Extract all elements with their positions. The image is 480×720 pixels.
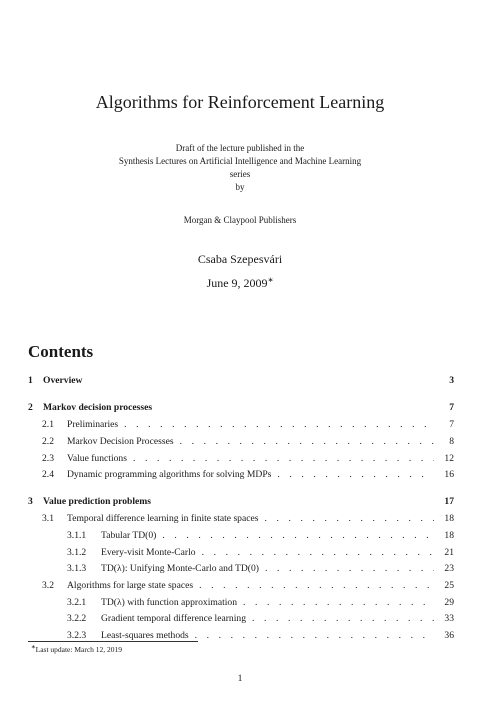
- toc-section-row[interactable]: [42, 452, 454, 465]
- toc-dot-leader: [180, 435, 434, 448]
- toc-section-row[interactable]: [42, 512, 454, 525]
- toc-entry-title: Algorithms for large state spaces: [67, 580, 194, 591]
- toc-dot-leader: [202, 546, 434, 559]
- toc-entry-title: Dynamic programming algorithms for solving MDPs: [67, 469, 272, 480]
- toc-entry-number: 3.1.2: [67, 547, 87, 558]
- footnote-mark: ∗: [31, 644, 36, 651]
- toc-section-row[interactable]: [42, 468, 454, 481]
- toc-entry-page: 16: [444, 469, 454, 480]
- toc-entry-number: 3.1.3: [67, 563, 87, 574]
- toc-entry-page: 23: [444, 563, 454, 574]
- toc-dot-leader: [124, 418, 434, 431]
- toc-dot-leader: [265, 562, 434, 575]
- toc-entry-number: 2: [28, 402, 33, 413]
- toc-entry-title: TD(λ): Unifying Monte-Carlo and TD(0): [101, 563, 259, 574]
- toc-entry-title: Markov decision processes: [43, 402, 153, 413]
- toc-entry-title: Tabular TD(0): [101, 530, 157, 541]
- toc-dot-leader: [264, 512, 434, 525]
- subtitle-line-1: Draft of the lecture published in the: [175, 143, 305, 153]
- toc-entry-number: 3.2: [42, 580, 54, 591]
- toc-entry-page: 18: [444, 530, 454, 541]
- toc-entry-title: Gradient temporal difference learning: [101, 613, 246, 624]
- toc-section-row[interactable]: [42, 435, 454, 448]
- toc-entry-title: Preliminaries: [67, 419, 119, 430]
- page-number: 1: [237, 673, 243, 684]
- footnote: [31, 645, 122, 655]
- subtitle-line-4: by: [235, 182, 245, 192]
- author-name: Csaba Szepesvári: [197, 252, 283, 266]
- subtitle-line-2: Synthesis Lectures on Artificial Intelligence and Machine Learning: [118, 156, 362, 166]
- publisher: Morgan & Claypool Publishers: [183, 215, 297, 225]
- toc-entry-title: Every-visit Monte-Carlo: [101, 547, 196, 558]
- toc-entry-page: 17: [444, 496, 454, 507]
- toc-entry-page: 7: [449, 402, 454, 413]
- toc-entry-page: 3: [449, 375, 454, 386]
- date: [0, 276, 480, 290]
- toc-entry-title: Value prediction problems: [43, 496, 152, 507]
- toc-subsection-row[interactable]: [67, 546, 454, 559]
- toc-chapter-row[interactable]: [28, 374, 454, 387]
- toc-subsection-row[interactable]: [67, 596, 454, 609]
- toc-entry-number: 2.1: [42, 419, 54, 430]
- toc-entry-number: 3: [28, 496, 33, 507]
- toc-entry-number: 3.1.1: [67, 530, 87, 541]
- toc-entry-page: 18: [444, 513, 454, 524]
- toc-entry-number: 1: [28, 375, 33, 386]
- subtitle-line-3: series: [229, 169, 251, 179]
- toc-entry-title: TD(λ) with function approximation: [101, 597, 238, 608]
- toc-dot-leader: [277, 468, 434, 481]
- toc-entry-number: 3.2.1: [67, 597, 87, 608]
- toc-entry-page: 8: [449, 436, 454, 447]
- toc-entry-page: 36: [444, 630, 454, 641]
- toc-entry-title: Markov Decision Processes: [67, 436, 174, 447]
- footnote-rule: [28, 641, 198, 642]
- toc-entry-page: 7: [449, 419, 454, 430]
- contents-heading: Contents: [28, 342, 94, 361]
- toc-entry-number: 2.4: [42, 469, 54, 480]
- toc-chapter-row[interactable]: [28, 401, 454, 414]
- toc-dot-leader: [162, 529, 434, 542]
- toc-entry-number: 3.2.3: [67, 630, 87, 641]
- toc-section-row[interactable]: [42, 418, 454, 431]
- toc-dot-leader: [199, 579, 434, 592]
- toc-dot-leader: [243, 596, 434, 609]
- date-text: June 9, 2009: [206, 276, 268, 290]
- footnote-text: Last update: March 12, 2019: [35, 645, 123, 654]
- toc-dot-leader: [195, 629, 434, 642]
- toc-entry-number: 2.2: [42, 436, 54, 447]
- toc-entry-page: 29: [444, 597, 454, 608]
- toc-entry-title: Value functions: [67, 453, 127, 464]
- toc-section-row[interactable]: [42, 579, 454, 592]
- date-footnote-mark: ∗: [267, 276, 274, 284]
- toc-dot-leader: [133, 452, 434, 465]
- toc-chapter-row[interactable]: [28, 495, 454, 508]
- toc-entry-number: 3.2.2: [67, 613, 87, 624]
- toc-subsection-row[interactable]: [67, 612, 454, 625]
- toc-entry-page: 25: [444, 580, 454, 591]
- toc-entry-page: 12: [444, 453, 454, 464]
- toc-entry-title: Overview: [43, 375, 83, 386]
- toc-entry-number: 3.1: [42, 513, 54, 524]
- toc-entry-title: Least-squares methods: [101, 630, 189, 641]
- toc-entry-page: 21: [444, 547, 454, 558]
- toc-dot-leader: [252, 612, 434, 625]
- toc-entry-number: 2.3: [42, 453, 54, 464]
- toc-subsection-row[interactable]: [67, 529, 454, 542]
- toc-entry-title: Temporal difference learning in finite state spaces: [67, 513, 259, 524]
- toc-subsection-row[interactable]: [67, 562, 454, 575]
- document-title: Algorithms for Reinforcement Learning: [95, 92, 385, 112]
- toc-entry-page: 33: [444, 613, 454, 624]
